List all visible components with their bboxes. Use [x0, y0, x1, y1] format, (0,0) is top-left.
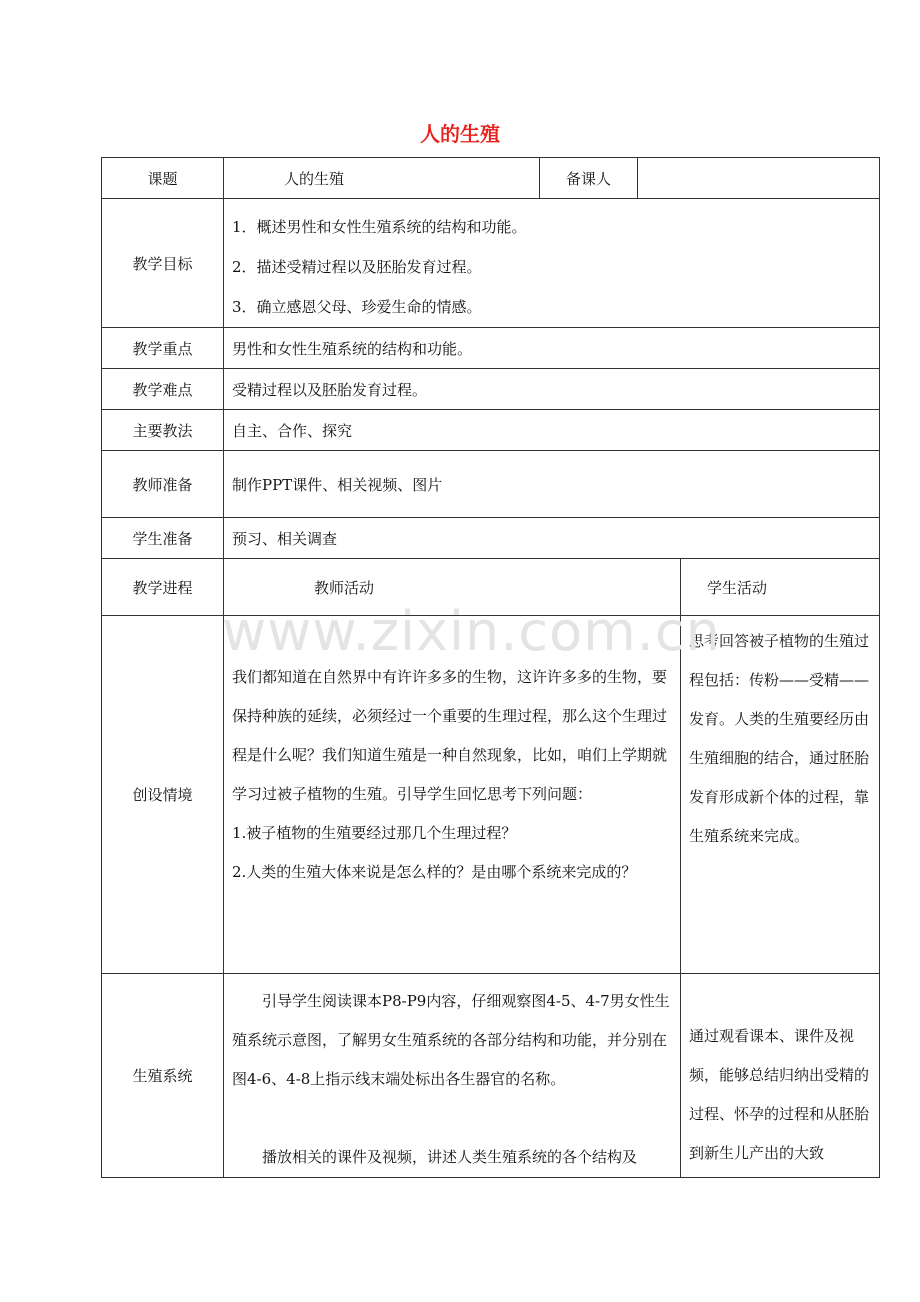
- row-subject: [102, 158, 880, 199]
- teacher-paragraph: 2.人类的生殖大体来说是怎么样的？是由哪个系统来完成的？: [232, 863, 637, 881]
- row-stage-system: [102, 974, 880, 1178]
- key-points-label: 教学重点: [102, 328, 224, 369]
- teacher-activity-header: 教师活动: [224, 559, 681, 616]
- process-stage-header: 教学进程: [102, 559, 224, 616]
- teacher-activity-cell: [224, 616, 681, 974]
- row-process-header: [102, 559, 880, 616]
- difficulties-label: 教学难点: [102, 369, 224, 410]
- page-title: 人的生殖: [420, 122, 500, 146]
- key-points-value: 男性和女性生殖系统的结构和功能。: [224, 328, 880, 369]
- row-key-points: [102, 328, 880, 369]
- methods-value: 自主、合作、探究: [224, 410, 880, 451]
- teacher-paragraph: 我们都知道在自然界中有许许多多的生物，这许许多多的生物，要保持种族的延续，必须经过一个重要的生理过程，那么这个生理过程是什么呢？我们知道生殖是一种自然现象，比如，咱们上学期就学习过被子植物的生殖。引导学生回忆思考下列问题：: [232, 668, 668, 803]
- goals-label: 教学目标: [102, 199, 224, 328]
- row-student-prep: [102, 518, 880, 559]
- student-activity-cell: 思考回答被子植物的生殖过程包括：传粉——受精——发育。人类的生殖要经历由生殖细胞的结合，通过胚胎发育形成新个体的过程，靠生殖系统来完成。: [681, 616, 880, 974]
- teacher-paragraph: 引导学生阅读课本P8-P9内容，仔细观察图4-5、4-7男女性生殖系统示意图，了解男女生殖系统的各部分结构和功能，并分别在图4-6、4-8上指示线末端处标出各生器官的名称。: [232, 992, 670, 1088]
- subject-value: 人的生殖: [224, 158, 540, 199]
- row-teacher-prep: [102, 451, 880, 518]
- lesson-plan-table: [101, 157, 880, 1178]
- teacher-paragraph: 播放相关的课件及视频，讲述人类生殖系统的各个结构及: [262, 1148, 638, 1166]
- row-difficulties: [102, 369, 880, 410]
- teacher-paragraph: 1.被子植物的生殖要经过那几个生理过程？: [232, 824, 517, 842]
- preparer-value: [638, 158, 880, 199]
- difficulties-value: 受精过程以及胚胎发育过程。: [224, 369, 880, 410]
- teacher-prep-label: 教师准备: [102, 451, 224, 518]
- stage-label: 创设情境: [102, 616, 224, 974]
- row-stage-context: [102, 616, 880, 974]
- teacher-activity-cell: [224, 974, 681, 1178]
- goal-item: 2．描述受精过程以及胚胎发育过程。: [232, 258, 482, 276]
- subject-label: 课题: [102, 158, 224, 199]
- stage-label: 生殖系统: [102, 974, 224, 1178]
- student-prep-value: 预习、相关调查: [224, 518, 880, 559]
- preparer-label: 备课人: [540, 158, 638, 199]
- teacher-prep-value: 制作PPT课件、相关视频、图片: [224, 451, 880, 518]
- student-activity-cell: 通过观看课本、课件及视频，能够总结归纳出受精的过程、怀孕的过程和从胚胎到新生儿产出的大致: [681, 974, 880, 1178]
- student-prep-label: 学生准备: [102, 518, 224, 559]
- goals-list: [224, 199, 880, 328]
- goal-item: 1．概述男性和女性生殖系统的结构和功能。: [232, 218, 527, 236]
- student-activity-header: 学生活动: [681, 559, 880, 616]
- watermark-text: www.zixin.com.cn: [222, 600, 721, 663]
- row-goals: [102, 199, 880, 328]
- row-methods: [102, 410, 880, 451]
- methods-label: 主要教法: [102, 410, 224, 451]
- goal-item: 3．确立感恩父母、珍爱生命的情感。: [232, 298, 482, 316]
